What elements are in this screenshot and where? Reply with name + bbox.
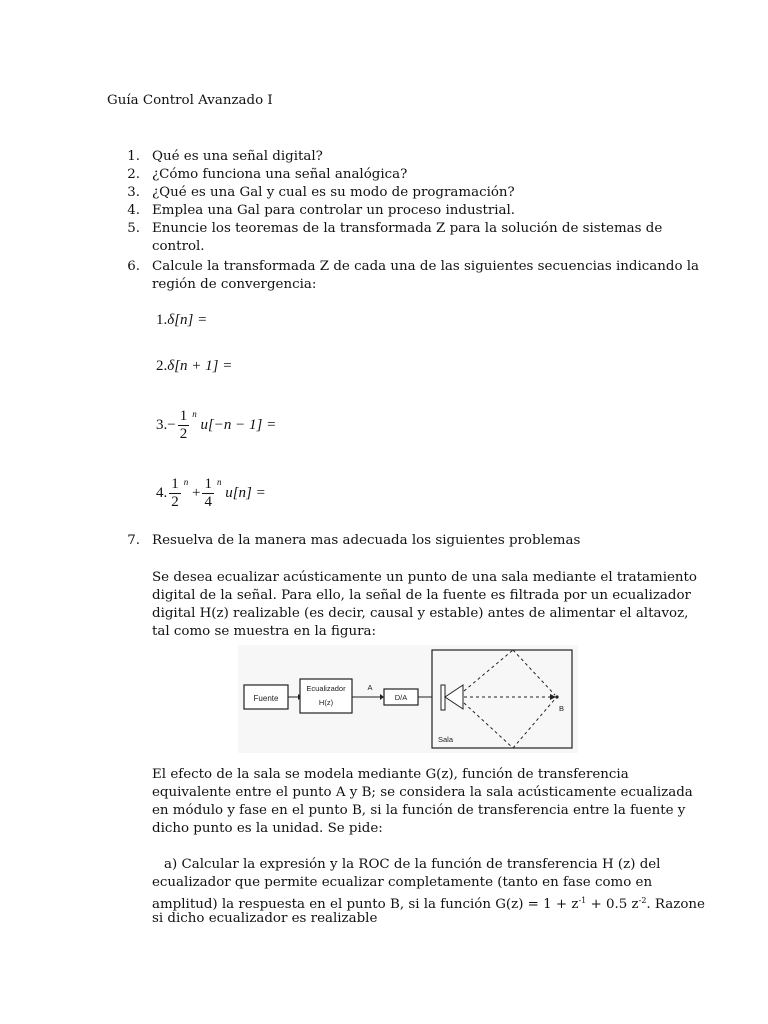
sequence-index: 4. bbox=[156, 485, 168, 501]
question-number: 7. bbox=[127, 533, 140, 548]
question-number: 3. bbox=[127, 185, 140, 200]
point-a-label: A bbox=[367, 683, 373, 692]
hz-label: H(z) bbox=[318, 698, 334, 707]
question-text: Emplea una Gal para controlar un proceso industrial. bbox=[152, 203, 516, 218]
fuente-label: Fuente bbox=[253, 694, 279, 703]
formula-text: amplitud) la respuesta en el punto B, si la función G(z) = 1 + z bbox=[152, 897, 579, 912]
question-text: ¿Qué es una Gal y cual es su modo de programación? bbox=[152, 185, 515, 200]
exponent: n bbox=[216, 477, 222, 487]
paragraph-line: digital H(z) realizable (es decir, causal y estable) antes de alimentar el altavoz, bbox=[152, 606, 689, 621]
paragraph-line: ecualizador que permite ecualizar completamente (tanto en fase como en bbox=[152, 875, 653, 890]
question-text: ¿Cómo funciona una señal analógica? bbox=[152, 167, 408, 182]
question-number: 6. bbox=[127, 259, 140, 274]
sequence-index: 1. bbox=[156, 312, 168, 328]
sequence-3 bbox=[156, 405, 276, 443]
question-text: Resuelva de la manera mas adecuada los siguientes problemas bbox=[152, 533, 581, 548]
sequence-1 bbox=[156, 311, 207, 329]
question-number: 1. bbox=[127, 149, 140, 164]
speaker-magnet bbox=[441, 685, 445, 710]
paragraph-line: digital de la señal. Para ello, la señal de la fuente es filtrada por un ecualizador bbox=[152, 588, 691, 603]
sequence-4 bbox=[156, 473, 266, 511]
minus-sign: − bbox=[167, 417, 176, 433]
fraction bbox=[178, 408, 190, 443]
point-b-label: B bbox=[559, 704, 565, 713]
fraction-numerator: 1 bbox=[204, 476, 212, 493]
ecualizador-label: Ecualizador bbox=[306, 684, 346, 693]
question-text-cont: región de convergencia: bbox=[152, 277, 317, 292]
question-text-cont: control. bbox=[152, 239, 205, 254]
sequence-index: 3. bbox=[156, 417, 168, 433]
question-number: 5. bbox=[127, 221, 140, 236]
sala-label: Sala bbox=[438, 735, 454, 744]
fraction-numerator: 1 bbox=[171, 476, 179, 493]
paragraph-line: tal como se muestra en la figura: bbox=[152, 624, 377, 639]
paragraph-line: si dicho ecualizador es realizable bbox=[152, 911, 378, 926]
paragraph-line: El efecto de la sala se modela mediante G(z), función de transferencia bbox=[152, 767, 629, 782]
sequence-expr: δ[n + 1] = bbox=[167, 358, 233, 374]
sequence-tail: u[−n − 1] = bbox=[200, 417, 277, 433]
da-label: D/A bbox=[394, 693, 408, 702]
fraction bbox=[202, 476, 214, 511]
exponent: n bbox=[192, 409, 197, 419]
fraction-denominator: 2 bbox=[179, 426, 188, 443]
paragraph-line: dicho punto es la unidad. Se pide: bbox=[152, 821, 383, 836]
document-title: Guía Control Avanzado I bbox=[107, 93, 273, 108]
fraction-numerator: 1 bbox=[179, 408, 188, 425]
formula-text: + 0.5 z bbox=[586, 897, 639, 912]
paragraph-line: equivalente entre el punto A y B; se considera la sala acústicamente ecualizada bbox=[152, 785, 693, 800]
paragraph-line: en módulo y fase en el punto B, si la función de transferencia entre la fuente y bbox=[152, 803, 686, 818]
exponent: n bbox=[183, 477, 189, 487]
question-text: Calcule la transformada Z de cada una de las siguientes secuencias indicando la bbox=[152, 259, 700, 274]
sequence-index: 2. bbox=[156, 358, 168, 374]
question-text: Qué es una señal digital? bbox=[152, 149, 323, 164]
paragraph-line: Se desea ecualizar acústicamente un punto de una sala mediante el tratamiento bbox=[152, 570, 697, 585]
equalizer-diagram bbox=[238, 645, 578, 753]
sequence-2 bbox=[156, 357, 232, 375]
fraction bbox=[169, 476, 181, 511]
point-b-marker bbox=[555, 695, 558, 698]
question-number: 4. bbox=[127, 203, 140, 218]
formula-exponent: -2 bbox=[638, 896, 647, 905]
paragraph-line: a) Calcular la expresión y la ROC de la función de transferencia H (z) del bbox=[164, 857, 661, 872]
sequence-expr: δ[n] = bbox=[167, 312, 208, 328]
fraction-denominator: 2 bbox=[171, 494, 179, 511]
question-number: 2. bbox=[127, 167, 140, 182]
formula-exponent: -1 bbox=[578, 896, 587, 905]
question-text: Enuncie los teoremas de la transformada Z para la solución de sistemas de bbox=[152, 221, 663, 236]
fraction-denominator: 4 bbox=[204, 494, 212, 511]
formula-text: . Razone bbox=[646, 897, 705, 912]
sequence-tail: u[n] = bbox=[225, 485, 266, 501]
plus-sign: + bbox=[192, 485, 201, 501]
